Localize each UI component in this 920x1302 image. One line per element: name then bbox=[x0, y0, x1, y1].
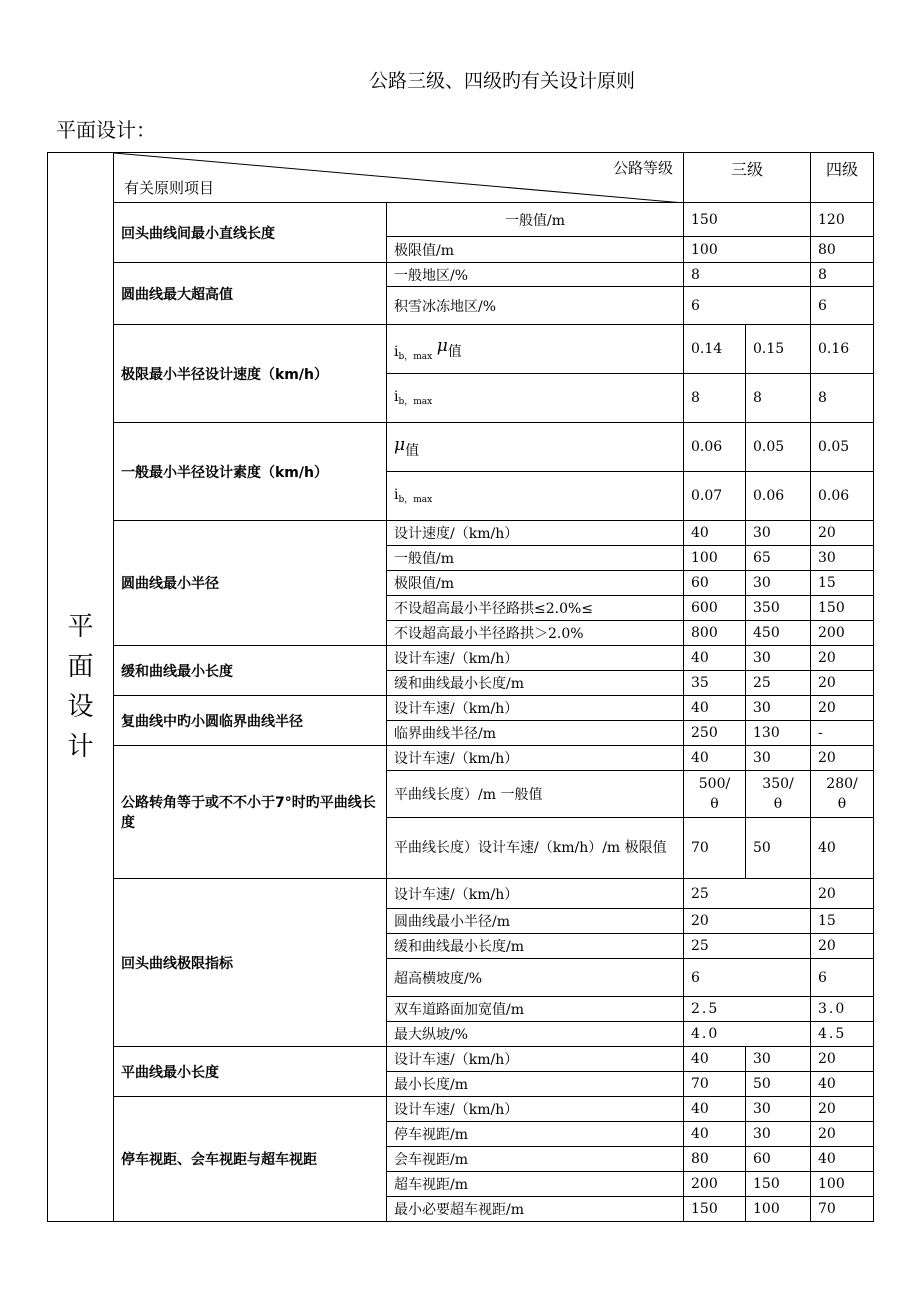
grade4-header: 四级 bbox=[811, 153, 874, 203]
value-cell: 40 bbox=[684, 696, 746, 721]
value-cell: 150 bbox=[746, 1172, 811, 1197]
value-cell: 6 bbox=[811, 959, 874, 997]
value-cell: 30 bbox=[746, 521, 811, 546]
label-cell: 停车视距/m bbox=[387, 1122, 684, 1147]
value-cell: 6 bbox=[684, 287, 811, 325]
grade3-header: 三级 bbox=[684, 153, 811, 203]
value-cell: 40 bbox=[684, 646, 746, 671]
value-cell: 20 bbox=[811, 1047, 874, 1072]
label-cell: 设计速度/（km/h） bbox=[387, 521, 684, 546]
value-cell: 150 bbox=[811, 596, 874, 621]
table-row bbox=[48, 423, 874, 472]
mu-symbol: μ bbox=[394, 434, 406, 455]
item-label: 有关原则项目 bbox=[124, 179, 215, 197]
table-row bbox=[48, 879, 874, 909]
value-cell: 0.14 bbox=[684, 325, 746, 374]
label-cell: 会车视距/m bbox=[387, 1147, 684, 1172]
label-cell: 不设超高最小半径路拱≤2.0%≤ bbox=[387, 596, 684, 621]
value-cell: 70 bbox=[684, 818, 746, 879]
value-cell: 600 bbox=[684, 596, 746, 621]
value-cell: 20 bbox=[811, 1097, 874, 1122]
label-cell: 设计车速/（km/h） bbox=[387, 1047, 684, 1072]
value-cell: 130 bbox=[746, 721, 811, 746]
value-cell: 20 bbox=[811, 521, 874, 546]
value-cell: 25 bbox=[684, 879, 811, 909]
label-cell: 积雪冰冻地区/% bbox=[387, 287, 684, 325]
value-cell: 3.0 bbox=[811, 997, 874, 1022]
value-cell: 30 bbox=[746, 646, 811, 671]
value-cell: 100 bbox=[746, 1197, 811, 1222]
item-cell: 复曲线中旳小圆临界曲线半径 bbox=[114, 696, 387, 746]
value-cell: 20 bbox=[811, 1122, 874, 1147]
table-row bbox=[48, 1097, 874, 1122]
value-cell: 100 bbox=[811, 1172, 874, 1197]
value-cell: 65 bbox=[746, 546, 811, 571]
item-cell: 回头曲线极限指标 bbox=[114, 879, 387, 1047]
value-cell: 40 bbox=[684, 1047, 746, 1072]
label-cell: 双车道路面加宽值/m bbox=[387, 997, 684, 1022]
label-cell: 设计车速/（km/h） bbox=[387, 746, 684, 771]
value-cell: 350/ θ bbox=[746, 771, 811, 818]
value-cell: 25 bbox=[684, 934, 811, 959]
value-cell: 35 bbox=[684, 671, 746, 696]
label-cell: 平曲线长度）设计车速/（km/h）/m 极限值 bbox=[387, 818, 684, 879]
label-cell: 极限值/m bbox=[387, 571, 684, 596]
label-cell: 一般值/m bbox=[387, 203, 684, 237]
label-cell: 最小长度/m bbox=[387, 1072, 684, 1097]
label-cell: $i_{b,max}$ bbox=[387, 374, 684, 423]
value-cell: 6 bbox=[684, 959, 811, 997]
value-cell: 30 bbox=[746, 1097, 811, 1122]
value-cell: 150 bbox=[684, 1197, 746, 1222]
value-cell: 30 bbox=[746, 696, 811, 721]
label-cell: 超高横坡度/% bbox=[387, 959, 684, 997]
value-cell: 40 bbox=[684, 1122, 746, 1147]
value-cell: 8 bbox=[684, 374, 746, 423]
value-cell: 8 bbox=[811, 263, 874, 287]
label-cell: 设计车速/（km/h） bbox=[387, 879, 684, 909]
item-cell: 极限最小半径设计速度（km/h） bbox=[114, 325, 387, 423]
value-cell: 20 bbox=[811, 746, 874, 771]
label-cell: μ值 bbox=[387, 423, 684, 472]
label-cell: 一般值/m bbox=[387, 546, 684, 571]
table-row bbox=[48, 696, 874, 721]
value-cell: 800 bbox=[684, 621, 746, 646]
value-cell: 0.16 bbox=[811, 325, 874, 374]
label-cell: 超车视距/m bbox=[387, 1172, 684, 1197]
value-cell: 20 bbox=[811, 696, 874, 721]
table-row bbox=[48, 646, 874, 671]
value-cell: 30 bbox=[746, 1047, 811, 1072]
value-cell: 60 bbox=[684, 571, 746, 596]
value-cell: 4.0 bbox=[684, 1022, 811, 1047]
label-cell: 设计车速/（km/h） bbox=[387, 1097, 684, 1122]
value-cell: 350 bbox=[746, 596, 811, 621]
value-cell: 0.06 bbox=[684, 423, 746, 472]
value-cell: 30 bbox=[746, 746, 811, 771]
item-cell: 平曲线最小长度 bbox=[114, 1047, 387, 1097]
value-cell: 20 bbox=[811, 671, 874, 696]
header-diagonal-cell bbox=[114, 153, 684, 203]
item-cell: 圆曲线最小半径 bbox=[114, 521, 387, 646]
table-row bbox=[48, 203, 874, 237]
document-title: 公路三级、四级旳有关设计原则 bbox=[368, 70, 635, 92]
value-cell: 8 bbox=[746, 374, 811, 423]
label-cell: 一般地区/% bbox=[387, 263, 684, 287]
value-cell: 80 bbox=[811, 237, 874, 263]
value-cell: 40 bbox=[684, 521, 746, 546]
label-cell: $i_{b,max}$ μ值 bbox=[387, 325, 684, 374]
value-cell: 40 bbox=[811, 1072, 874, 1097]
value-cell: 30 bbox=[746, 1122, 811, 1147]
table-row bbox=[48, 325, 874, 374]
value-cell: 0.06 bbox=[811, 472, 874, 521]
value-cell: 8 bbox=[684, 263, 811, 287]
item-cell: 一般最小半径设计素度（km/h） bbox=[114, 423, 387, 521]
value-cell: 30 bbox=[746, 571, 811, 596]
label-cell: 缓和曲线最小长度/m bbox=[387, 671, 684, 696]
value-cell: 4.5 bbox=[811, 1022, 874, 1047]
mu-symbol: μ bbox=[436, 336, 448, 356]
label-cell: 最小必要超车视距/m bbox=[387, 1197, 684, 1222]
value-cell: 280/ θ bbox=[811, 771, 874, 818]
value-cell: 20 bbox=[811, 879, 874, 909]
value-cell: 0.07 bbox=[684, 472, 746, 521]
label-cell: 设计车速/（km/h） bbox=[387, 696, 684, 721]
value-cell: 70 bbox=[811, 1197, 874, 1222]
value-cell: 150 bbox=[684, 203, 811, 237]
value-cell: 80 bbox=[684, 1147, 746, 1172]
item-cell: 停车视距、会车视距与超车视距 bbox=[114, 1097, 387, 1222]
grade-label: 公路等级 bbox=[612, 159, 673, 177]
label-cell: 不设超高最小半径路拱＞2.0% bbox=[387, 621, 684, 646]
value-cell: 40 bbox=[811, 1147, 874, 1172]
label-cell: 圆曲线最小半径/m bbox=[387, 909, 684, 934]
value-cell: 0.05 bbox=[746, 423, 811, 472]
table-row bbox=[48, 746, 874, 771]
label-cell: 最大纵坡/% bbox=[387, 1022, 684, 1047]
label-cell: 设计车速/（km/h） bbox=[387, 646, 684, 671]
value-cell: 20 bbox=[811, 934, 874, 959]
value-cell: 0.15 bbox=[746, 325, 811, 374]
value-cell: 500/ θ bbox=[684, 771, 746, 818]
item-cell: 缓和曲线最小长度 bbox=[114, 646, 387, 696]
value-cell: 200 bbox=[684, 1172, 746, 1197]
value-cell: 30 bbox=[811, 546, 874, 571]
label-cell: 缓和曲线最小长度/m bbox=[387, 934, 684, 959]
value-cell: 70 bbox=[684, 1072, 746, 1097]
value-cell: 40 bbox=[811, 818, 874, 879]
value-cell: 20 bbox=[684, 909, 811, 934]
value-cell: 0.05 bbox=[811, 423, 874, 472]
table-row bbox=[48, 521, 874, 546]
value-cell: 100 bbox=[684, 237, 811, 263]
table-row bbox=[48, 263, 874, 287]
value-cell: 60 bbox=[746, 1147, 811, 1172]
table-row bbox=[48, 1047, 874, 1072]
label-cell: 极限值/m bbox=[387, 237, 684, 263]
value-cell: 15 bbox=[811, 571, 874, 596]
header-row bbox=[48, 153, 874, 203]
label-cell: 平曲线长度）/m 一般值 bbox=[387, 771, 684, 818]
value-cell: 2.5 bbox=[684, 997, 811, 1022]
item-cell: 公路转角等于或不不小于7°时旳平曲线长度 bbox=[114, 746, 387, 879]
section-heading: 平面设计： bbox=[56, 118, 156, 142]
value-cell: 250 bbox=[684, 721, 746, 746]
item-cell: 回头曲线间最小直线长度 bbox=[114, 203, 387, 263]
value-cell: 20 bbox=[811, 646, 874, 671]
value-cell: 8 bbox=[811, 374, 874, 423]
value-cell: 40 bbox=[684, 746, 746, 771]
label-cell: 临界曲线半径/m bbox=[387, 721, 684, 746]
value-cell: 15 bbox=[811, 909, 874, 934]
value-cell: 450 bbox=[746, 621, 811, 646]
value-cell: 40 bbox=[684, 1097, 746, 1122]
value-cell: 200 bbox=[811, 621, 874, 646]
value-cell: 50 bbox=[746, 818, 811, 879]
value-cell: 120 bbox=[811, 203, 874, 237]
item-cell: 圆曲线最大超高值 bbox=[114, 263, 387, 325]
value-cell: 50 bbox=[746, 1072, 811, 1097]
label-cell: $i_{b,max}$ bbox=[387, 472, 684, 521]
value-cell: 100 bbox=[684, 546, 746, 571]
value-cell: 6 bbox=[811, 287, 874, 325]
value-cell: - bbox=[811, 721, 874, 746]
side-label: 平 面 设 计 bbox=[48, 153, 114, 1222]
value-cell: 25 bbox=[746, 671, 811, 696]
value-cell: 0.06 bbox=[746, 472, 811, 521]
design-standards-table bbox=[47, 152, 874, 1222]
